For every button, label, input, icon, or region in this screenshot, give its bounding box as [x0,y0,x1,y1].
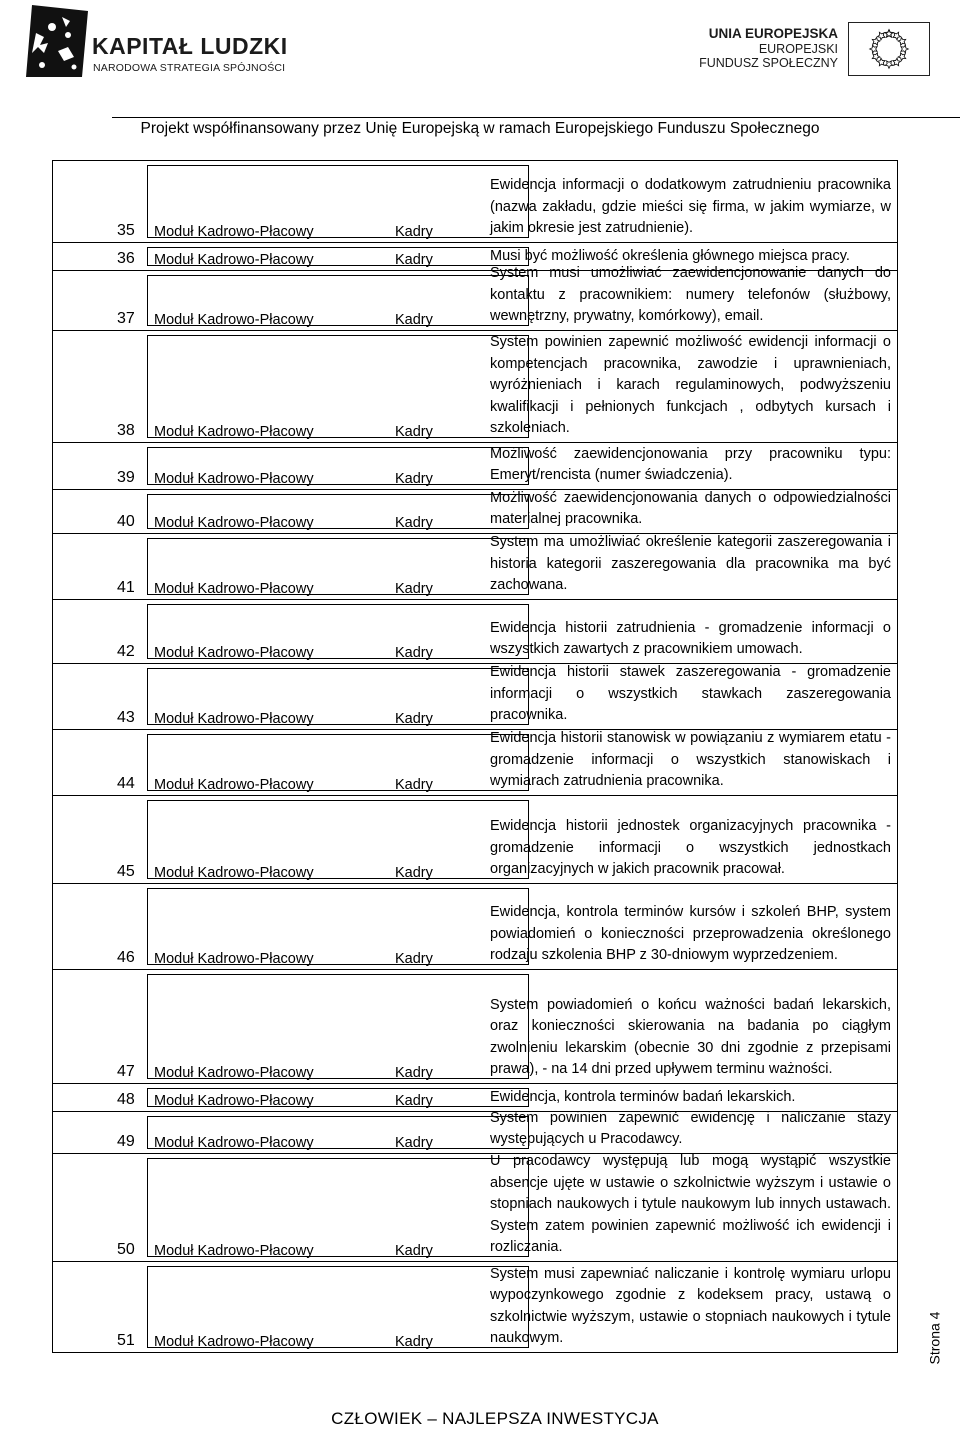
table-row [53,730,897,796]
module-name: Moduł Kadrowo-Płacowy [154,777,314,793]
area-name: Kadry [395,252,433,268]
table-row [53,664,897,730]
module-name: Moduł Kadrowo-Płacowy [154,711,314,727]
requirement-description: System ma umożliwiać określenie kategorii zaszeregowania i historia kategorii zaszeregowania dla pracownika ma być zachowana. [490,534,891,594]
row-number: 39 [117,469,135,486]
area-name: Kadry [395,1334,433,1350]
row-number: 41 [117,579,135,596]
requirement-description: U pracodawcy występują lub mogą wystąpić wszystkie absencje ujęte w ustawie o szkolnictwie wyższym i ustawie o stopniach naukowych i tytule naukowym lub innych ustawach. System zatem powinien zapewnić możliwość ich ewidencji i rozliczania. [490,1153,891,1256]
area-name: Kadry [395,581,433,597]
eu-title: UNIA EUROPEJSKA [708,26,838,41]
table-row [53,1109,897,1154]
table-row [53,490,897,534]
eu-line2: EUROPEJSKI [758,42,838,56]
area-name: Kadry [395,865,433,881]
area-name: Kadry [395,1243,433,1259]
requirement-description: Możliwość zaewidencjonowania przy pracowniku typu: Emeryt/rencista (numer świadczenia). [490,445,891,484]
footer-slogan: CZŁOWIEK – NAJLEPSZA INWESTYCJA [331,1409,659,1428]
table-row [53,970,897,1084]
requirement-description: System musi umożliwiać zaewidencjonowanie danych do kontaktu z pracownikiem: numery telefonów (służbowy, wewnętrzny, prywatny, komórkowy), email. [490,265,891,325]
row-number: 37 [117,310,135,327]
table-row [53,331,897,443]
row-number: 43 [117,709,135,726]
row-number: 50 [117,1241,135,1258]
requirement-description: Ewidencja, kontrola terminów kursów i szkoleń BHP, system powiadomień o konieczności przeprowadzenia określonego rodzaju szkolenia BHP z 30-dniowym wyprzedzeniem. [490,904,891,964]
table-row [53,1262,897,1352]
requirements-table [52,160,898,1353]
table-row [53,161,897,243]
area-name: Kadry [395,515,433,531]
row-number: 51 [117,1332,135,1349]
module-name: Moduł Kadrowo-Płacowy [154,424,314,440]
area-name: Kadry [395,471,433,487]
row-number: 42 [117,643,135,660]
kapital-ludzki-title: KAPITAŁ LUDZKI [92,33,288,59]
requirement-description: System powiadomień o końcu ważności badań lekarskich, oraz konieczności skierowania na badania po ciągłym zwolnieniu lekarskim (obecnie 30 dni zgodnie z przepisami prawa), - na 14 dni przed upływem terminu ważności. [490,996,891,1078]
requirement-description: Możliwość zaewidencjonowania danych o odpowiedzialności materialnej pracownika. [490,489,891,528]
row-number: 38 [117,422,135,439]
module-name: Moduł Kadrowo-Płacowy [154,1065,314,1081]
eu-line3: FUNDUSZ SPOŁECZNY [699,56,838,70]
requirement-description: Ewidencja historii stanowisk w powiązaniu z wymiarem etatu - gromadzenie informacji o wszystkich stanowiskach i wymiarach zatrudnienia pracownika. [490,730,891,790]
area-name: Kadry [395,777,433,793]
kapital-ludzki-emblem-icon [22,3,90,79]
row-number: 40 [117,513,135,530]
requirement-description: Ewidencja, kontrola terminów badań lekarskich. [490,1089,796,1106]
module-name: Moduł Kadrowo-Płacowy [154,865,314,881]
area-name: Kadry [395,711,433,727]
area-name: Kadry [395,645,433,661]
module-name: Moduł Kadrowo-Płacowy [154,1243,314,1259]
table-row [53,534,897,600]
area-name: Kadry [395,1093,433,1109]
row-number: 35 [117,222,135,239]
row-number: 47 [117,1063,135,1080]
module-name: Moduł Kadrowo-Płacowy [154,951,314,967]
module-name: Moduł Kadrowo-Płacowy [154,252,314,268]
module-cell [147,974,529,1079]
header-rule [112,117,960,118]
requirement-description: System musi zapewniać naliczanie i kontrolę wymiaru urlopu wypoczynkowego zgodnie z kodeksem pracy, ustawą o szkolnictwie wyższym, ustawie o stopniach naukowych i tytule naukowym. [490,1265,891,1347]
requirement-description: System powinien zapewnić ewidencję i naliczanie staży występujących u Pracodawcy. [490,1109,891,1148]
row-number: 45 [117,863,135,880]
table-row [53,884,897,970]
table-row [53,443,897,490]
module-name: Moduł Kadrowo-Płacowy [154,581,314,597]
row-number: 44 [117,775,135,792]
module-name: Moduł Kadrowo-Płacowy [154,645,314,661]
area-name: Kadry [395,224,433,240]
requirement-description: Musi być możliwość określenia głównego miejsca pracy. [490,248,850,265]
module-name: Moduł Kadrowo-Płacowy [154,471,314,487]
page-number-label: Strona 4 [926,1311,943,1365]
table-row [53,600,897,664]
module-name: Moduł Kadrowo-Płacowy [154,1334,314,1350]
area-name: Kadry [395,1065,433,1081]
area-name: Kadry [395,312,433,328]
eu-logo [699,22,948,82]
area-name: Kadry [395,424,433,440]
requirement-description: Ewidencja historii zatrudnienia - gromadzenie informacji o wszystkich zawartych z pracownikiem umowach. [490,619,891,658]
module-name: Moduł Kadrowo-Płacowy [154,1093,314,1109]
module-name: Moduł Kadrowo-Płacowy [154,224,314,240]
table-row [53,1154,897,1262]
kapital-ludzki-logo [22,3,288,83]
module-name: Moduł Kadrowo-Płacowy [154,312,314,328]
row-number: 49 [117,1133,135,1150]
table-row [53,265,897,331]
eu-flag-icon [848,22,930,76]
module-cell [147,335,529,438]
page-number [922,1300,960,1380]
module-name: Moduł Kadrowo-Płacowy [154,515,314,531]
area-name: Kadry [395,951,433,967]
requirement-description: Ewidencja historii stawek zaszeregowania - gromadzenie informacji o wszystkich stawkach zaszeregowania pracownika. [490,664,891,724]
module-name: Moduł Kadrowo-Płacowy [154,1135,314,1151]
row-number: 36 [117,250,135,267]
kapital-ludzki-subtitle: NARODOWA STRATEGIA SPÓJNOŚCI [93,62,286,74]
page-header [0,0,960,137]
requirement-description: Ewidencja informacji o dodatkowym zatrudnieniu pracownika (nazwa zakładu, gdzie mieści się firma, w jakim wymiarze, w jakim okresie jest zatrudnienie). [490,177,891,237]
row-number: 46 [117,949,135,966]
area-name: Kadry [395,1135,433,1151]
project-line: Projekt współfinansowany przez Unię Europejską w ramach Europejskiego Funduszu Społecznego [140,120,820,137]
table-row [53,796,897,884]
row-number: 48 [117,1091,135,1108]
requirement-description: System powinien zapewnić możliwość ewidencji informacji o kompetencjach pracownika, zawodzie i uprawnieniach, wyróżnieniach i karach regulaminowych, podwyższeniu kwalifikacji i pełnionych funkcjach , odbytych kursach i szkoleniach. [490,334,891,437]
requirement-description: Ewidencja historii jednostek organizacyjnych pracownika - gromadzenie informacji o wszystkich jednostkach organizacyjnych w jakich pracownik pracował. [490,818,891,878]
